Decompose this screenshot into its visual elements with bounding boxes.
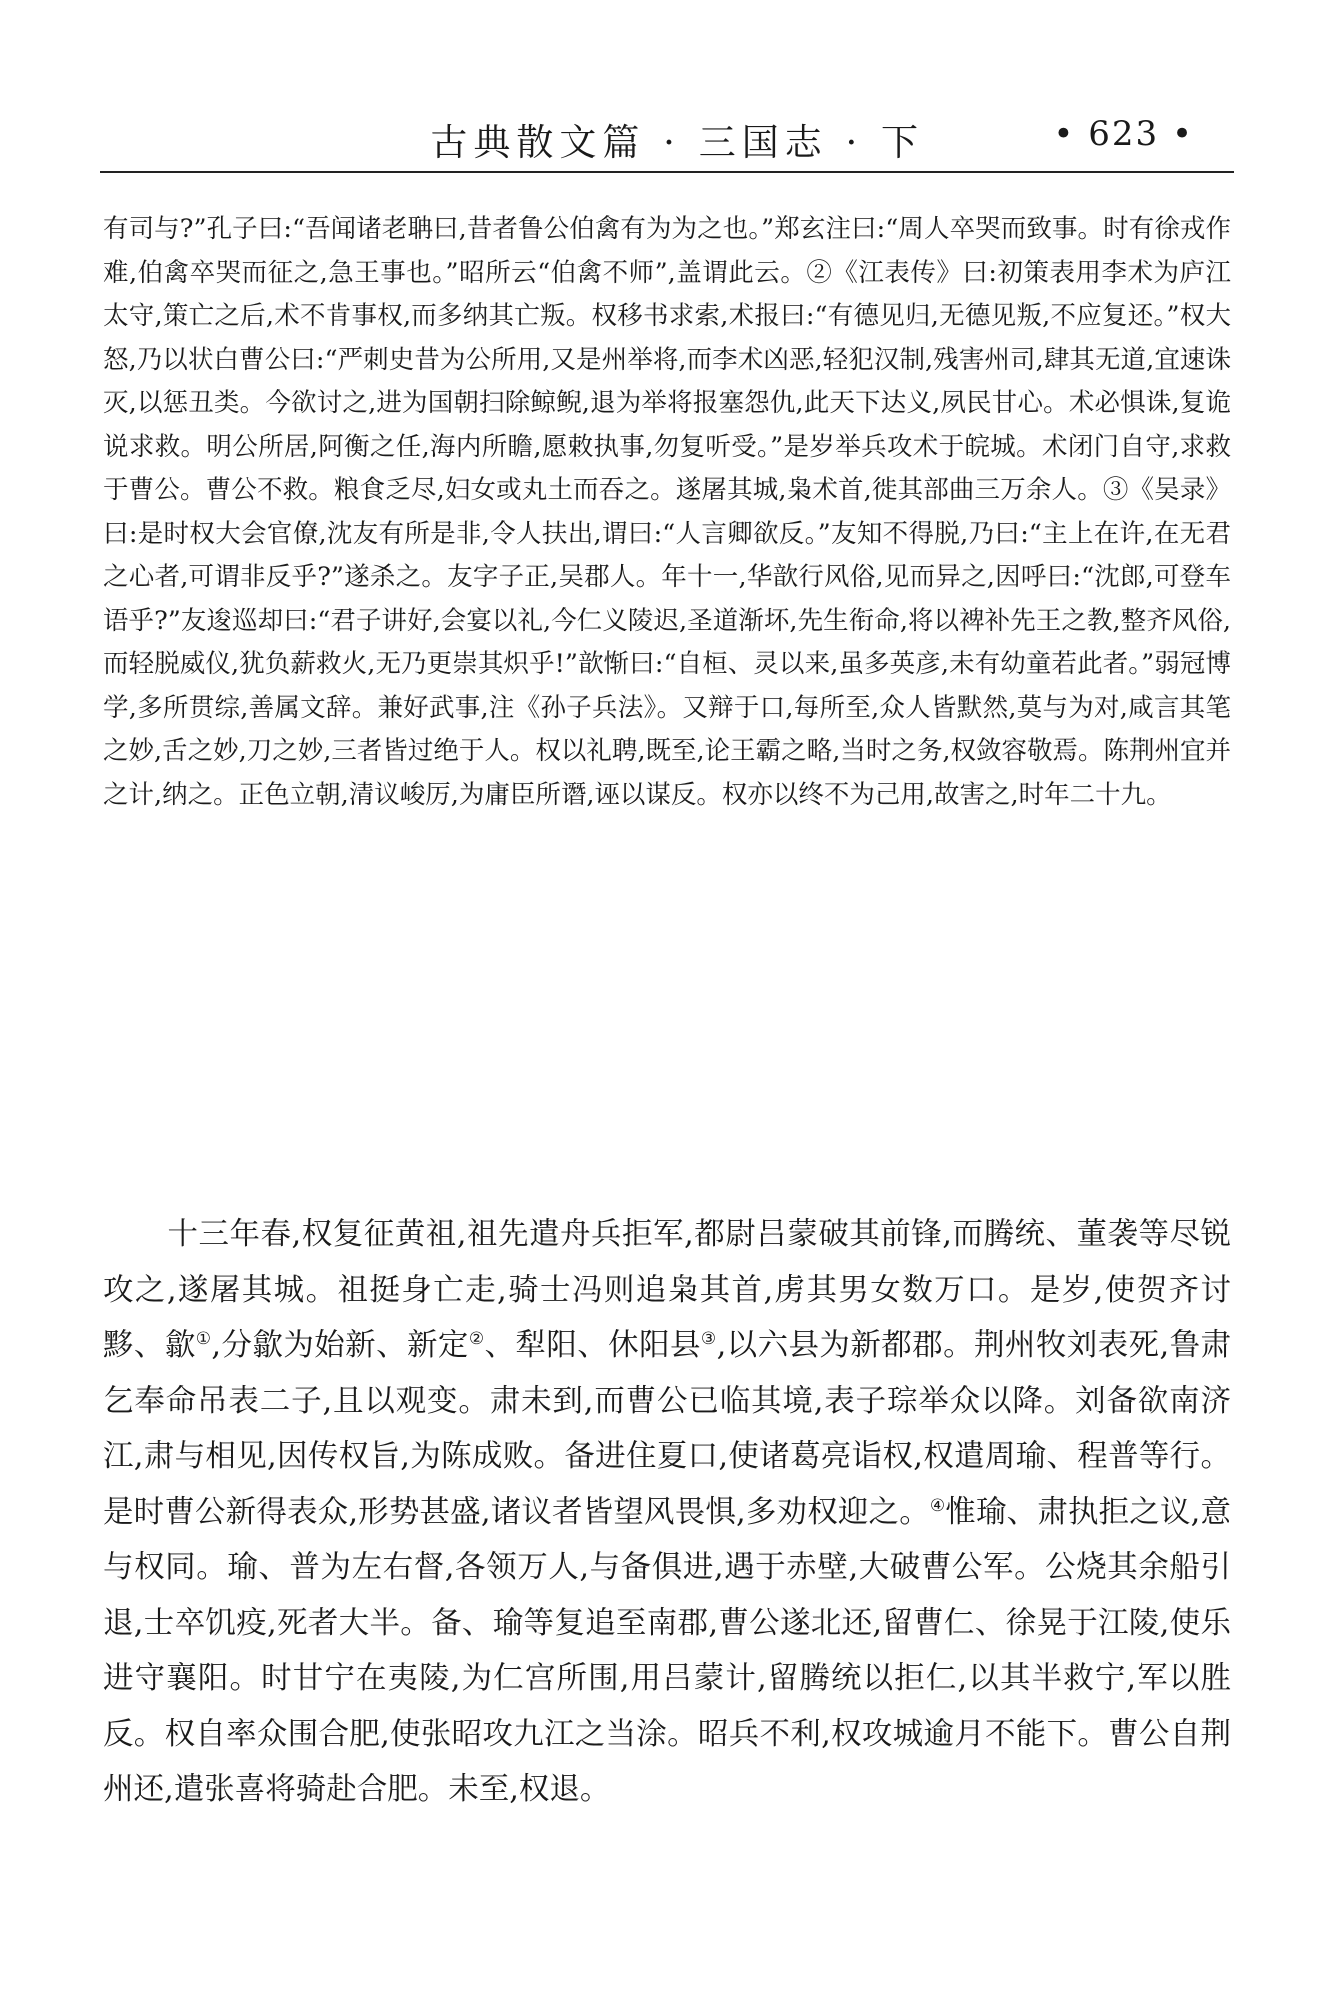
running-header-title: 古典散文篇 · 三国志 · 下: [430, 121, 924, 164]
main-text-segment-2: ,分歙为始新、新定: [211, 1328, 469, 1363]
main-text-segment-5: 惟瑜、肃执拒之议,意与权同。瑜、普为左右督,各领万人,与备俱进,遇于赤壁,大破曹公军。公烧其余船引退,士卒饥疫,死者大半。备、瑜等复追至南郡,曹公遂北还,留曹仁、徐晃于江陵,使乐进守襄阳。时甘宁在夷陵,为仁宫所围,用吕蒙计,留腾统以拒仁,以其半救宁,军以胜反。权自率众围合肥,使张昭攻九江之当涂。昭兵不利,权攻城逾月不能下。曹公自荆州还,遣张喜将骑赴合肥。未至,权退。: [103, 1494, 1231, 1807]
annotation-paragraph: 有司与?”孔子曰:“吾闻诸老聃曰,昔者鲁公伯禽有为为之也。”郑玄注曰:“周人卒哭而致事。时有徐戎作难,伯禽卒哭而征之,急王事也。”昭所云“伯禽不师”,盖谓此云。②《江表传》曰:初策表用李术为庐江太守,策亡之后,术不肯事权,而多纳其亡叛。权移书求索,术报曰:“有德见归,无德见叛,不应复还。”权大怒,乃以状白曹公曰:“严刺史昔为公所用,又是州举将,而李术凶恶,轻犯汉制,残害州司,肆其无道,宜速诛灭,以惩丑类。今欲讨之,进为国朝扫除鲸鲵,退为举将报塞怨仇,此天下达义,夙民甘心。术必惧诛,复诡说求救。明公所居,阿衡之任,海内所瞻,愿敕执事,勿复听受。”是岁举兵攻术于皖城。术闭门自守,求救于曹公。曹公不救。粮食乏尽,妇女或丸土而吞之。遂屠其城,枭术首,徙其部曲三万余人。③《吴录》曰:是时权大会官僚,沈友有所是非,令人扶出,谓曰:“人言卿欲反。”友知不得脱,乃曰:“主上在许,在无君之心者,可谓非反乎?”遂杀之。友字子正,吴郡人。年十一,华歆行风俗,见而异之,因呼曰:“沈郎,可登车语乎?”友逡巡却曰:“君子讲好,会宴以礼,今仁义陵迟,圣道渐坏,先生衔命,将以裨补先王之教,整齐风俗,而轻脱威仪,犹负薪救火,无乃更崇其炽乎!”歆惭曰:“自桓、灵以来,虽多英彦,未有幼童若此者。”弱冠博学,多所贯综,善属文辞。兼好武事,注《孙子兵法》。又辩于口,每所至,众人皆默然,莫与为对,咸言其笔之妙,舌之妙,刀之妙,三者皆过绝于人。权以礼聘,既至,论王霸之略,当时之务,权敛容敬焉。陈荆州宜并之计,纳之。正色立朝,清议峻厉,为庸臣所谮,诬以谋反。权亦以终不为己用,故害之,时年二十九。: [103, 214, 1231, 810]
main-text-segment-4: ,以六县为新都郡。荆州牧刘表死,鲁肃乞奉命吊表二子,且以观变。肃未到,而曹公已临其境,表子琮举众以降。刘备欲南济江,肃与相见,因传权旨,为陈成败。备进住夏口,使诸葛亮诣权,权遣周瑜、程普等行。是时曹公新得表众,形势甚盛,诸议者皆望风畏惧,多劝权迎之。: [103, 1328, 1231, 1530]
main-text-segment-1: 十三年春,权复征黄祖,祖先遣舟兵拒军,都尉吕蒙破其前锋,而腾统、董袭等尽锐攻之,遂屠其城。祖挺身亡走,骑士冯则追枭其首,虏其男女数万口。是岁,使贺齐讨黟、歙: [103, 1217, 1231, 1363]
main-paragraph: [103, 1207, 1231, 1818]
running-header: [100, 108, 1234, 168]
main-text-segment-3: 、犁阳、休阳县: [484, 1328, 701, 1363]
footnote-marker-2: ②: [468, 1328, 485, 1349]
page-number: • 623 •: [1053, 114, 1194, 154]
footnote-marker-1: ①: [195, 1328, 212, 1349]
footnote-marker-3: ③: [700, 1328, 717, 1349]
header-divider: [100, 171, 1234, 173]
footnote-marker-4: ④: [929, 1495, 946, 1516]
